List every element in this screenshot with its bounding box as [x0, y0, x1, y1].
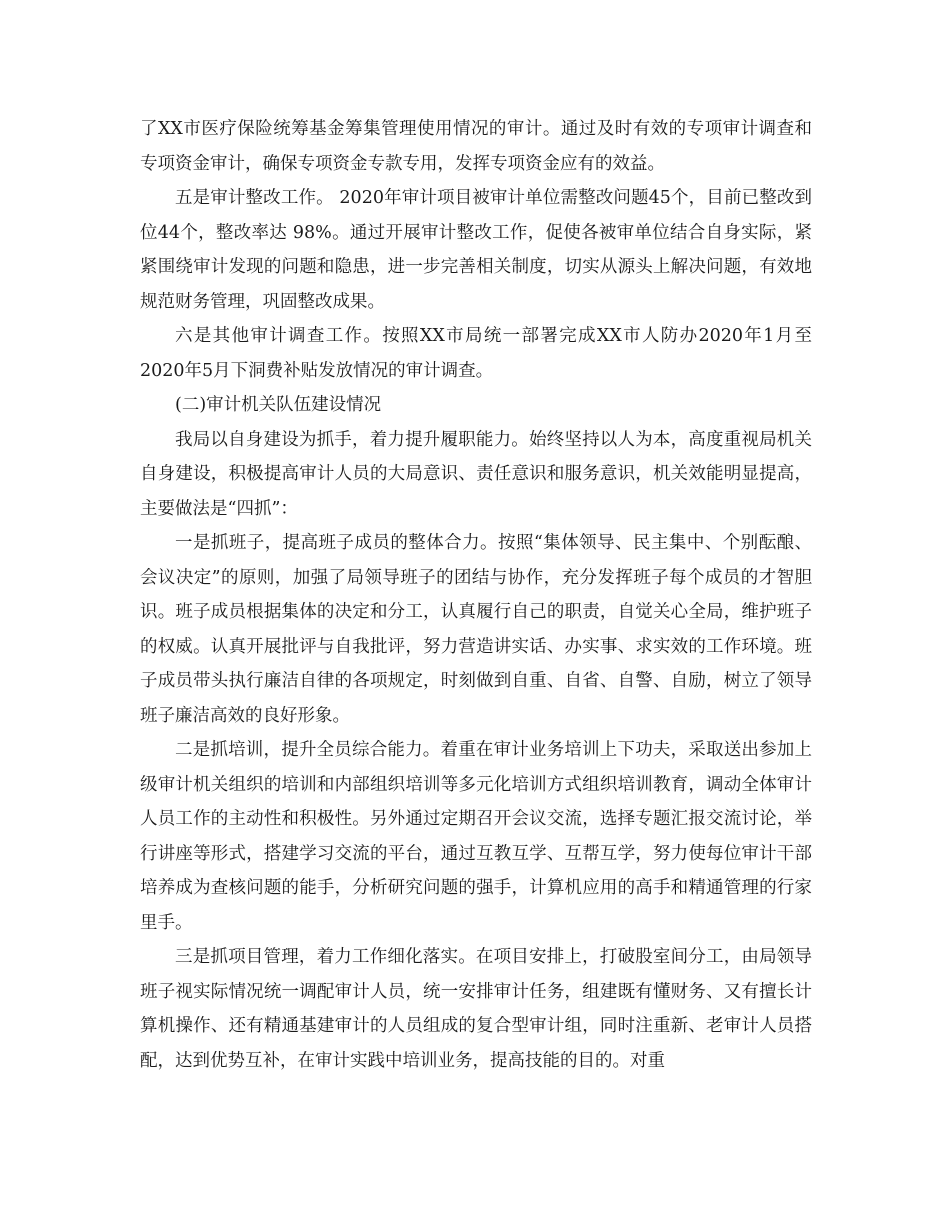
paragraph-leadership: 一是抓班子，提高班子成员的整体合力。按照“集体领导、民主集中、个别酝酿、会议决定”的原则，加强了局领导班子的团结与协作，充分发挥班子每个成员的才智胆识。班子成员根据集体的决定和分工，认真履行自己的职责，自觉关心全局，维护班子的权威。认真开展批评与自我批评，努力营造讲实话、办实事、求实效的工作环境。班子成员带头执行廉洁自律的各项规定，时刻做到自重、自省、自警、自励，树立了领导班子廉洁高效的良好形象。 — [140, 533, 812, 726]
paragraph-project-management: 三是抓项目管理，着力工作细化落实。在项目安排上，打破股室间分工，由局领导班子视实际情况统一调配审计人员，统一安排审计任务，组建既有懂财务、又有擅长计算机操作、还有精通基建审计的人员组成的复合型审计组，同时注重新、老审计人员搭配，达到优势互补，在审计实践中培训业务，提高技能的目的。对重 — [140, 947, 812, 1071]
document-body — [140, 112, 812, 1078]
paragraph-training: 二是抓培训，提升全员综合能力。着重在审计业务培训上下功夫，采取送出参加上级审计机关组织的培训和内部组织培训等多元化培训方式组织培训教育，调动全体审计人员工作的主动性和积极性。另外通过定期召开会议交流，选择专题汇报交流讨论，举行讲座等形式，搭建学习交流的平台，通过互教互学、互帮互学，努力使每位审计干部培养成为查核问题的能手，分析研究问题的强手，计算机应用的高手和精通管理的行家里手。 — [140, 740, 812, 933]
paragraph-other-audits: 六是其他审计调查工作。按照XX市局统一部署完成XX市人防办2020年1月至2020年5月下洞费补贴发放情况的审计调查。 — [140, 326, 812, 381]
paragraph-continuation: 了XX市医疗保险统筹基金筹集管理使用情况的审计。通过及时有效的专项审计调查和专项资金审计，确保专项资金专款专用，发挥专项资金应有的效益。 — [140, 119, 812, 174]
paragraph-self-building: 我局以自身建设为抓手，着力提升履职能力。始终坚持以人为本，高度重视局机关自身建设，积极提高审计人员的大局意识、责任意识和服务意识，机关效能明显提高，主要做法是“四抓”： — [140, 429, 812, 519]
section-heading: (二)审计机关队伍建设情况 — [175, 395, 382, 415]
paragraph-rectification: 五是审计整改工作。 2020年审计项目被审计单位需整改问题45个，目前已整改到位44个，整改率达 98%。通过开展审计整改工作，促使各被审单位结合自身实际，紧紧围绕审计发现的问题和隐患，进一步完善相关制度，切实从源头上解决问题，有效地规范财务管理，巩固整改成果。 — [140, 188, 812, 312]
